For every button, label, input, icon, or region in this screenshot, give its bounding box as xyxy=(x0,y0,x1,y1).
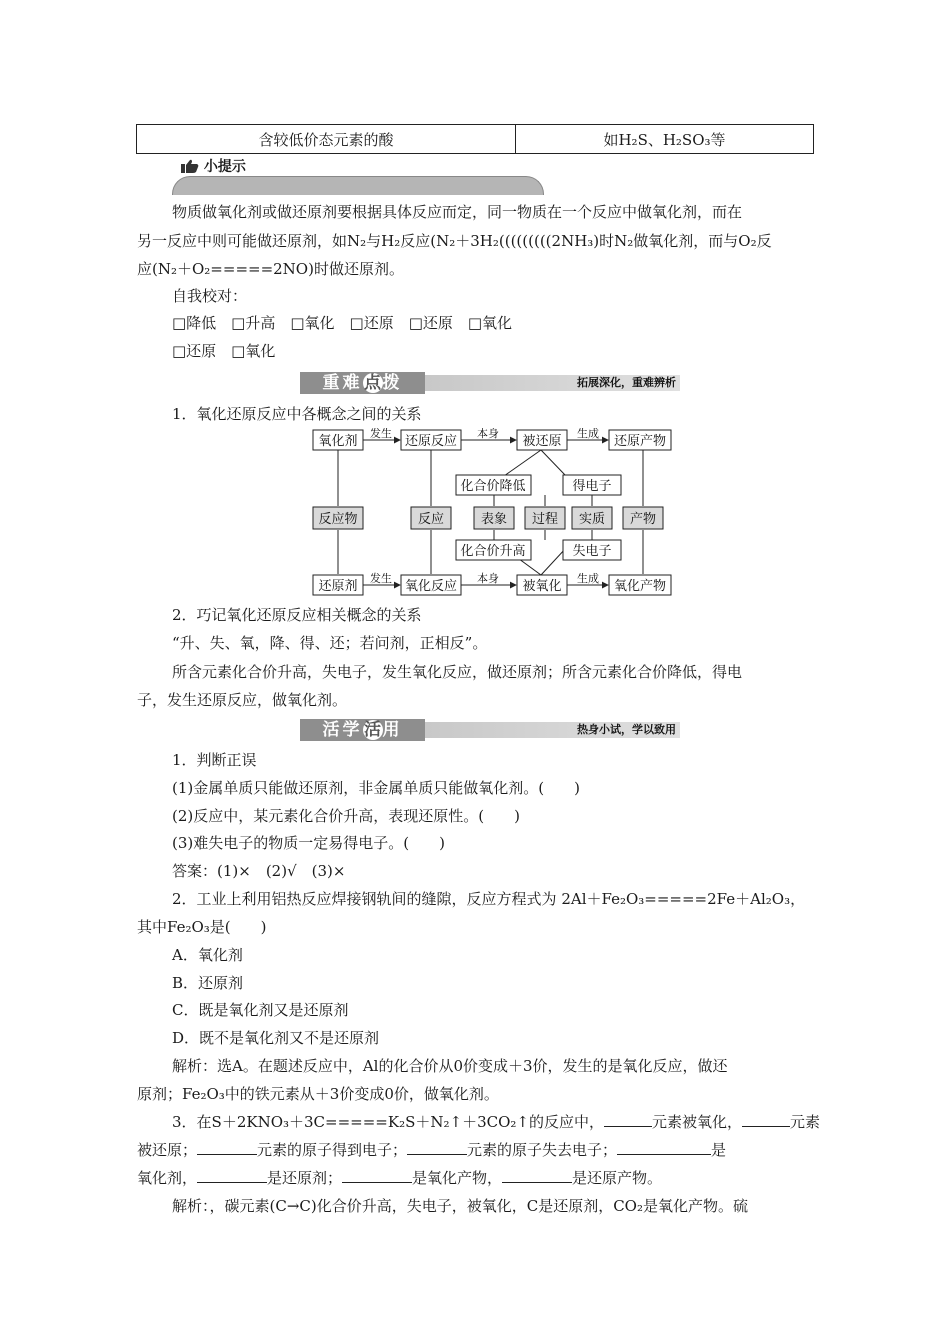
option-c: C．既是氧化剂又是还原剂 xyxy=(172,1001,349,1019)
table-cell-left: 含较低价态元素的酸 xyxy=(137,125,516,154)
tip-line: 另一反应中则可能做还原剂，如N₂与H₂反应(N₂＋3H₂(((((((((2NH₃)时N₂做氧化剂，而与O₂反 xyxy=(137,232,772,250)
question-item: (2)反应中，某元素化合价升高，表现还原性。( ) xyxy=(172,807,520,825)
explanation: 原剂；Fe₂O₃中的铁元素从＋3价变成0价，做氧化剂。 xyxy=(137,1085,499,1103)
question-stem: 其中Fe₂O₃是( ) xyxy=(137,918,267,936)
node-oxidant: 氧化剂 xyxy=(318,434,358,449)
arrow-label: 本身 xyxy=(477,572,499,585)
node-product: 产物 xyxy=(629,512,657,527)
arrow-label: 本身 xyxy=(477,428,499,440)
paragraph: 子，发生还原反应，做氧化剂。 xyxy=(137,691,348,709)
question-stem: 3．在S＋2KNO₃＋3C=====K₂S＋N₂↑＋3CO₂↑的反应中， 元素被氧化， 元素 xyxy=(172,1113,821,1131)
question-stem: 被还原； 元素的原子得到电子； 元素的原子失去电子； 是 xyxy=(137,1141,727,1159)
mnemonic: “升、失、氧，降、得、还；若问剂，正相反”。 xyxy=(172,634,488,652)
node-reduced: 被还原 xyxy=(522,434,562,449)
self-check-label: 自我校对： xyxy=(172,287,248,305)
arrow-label: 发生 xyxy=(370,572,392,585)
node-oxidized: 被氧化 xyxy=(522,579,562,594)
node-reactant: 反应物 xyxy=(318,512,358,527)
node-reduction-reaction: 还原反应 xyxy=(404,434,458,449)
node-essence: 实质 xyxy=(578,512,606,527)
answer-blank[interactable] xyxy=(502,1168,572,1183)
tip-line: 应(N₂＋O₂=====2NO)时做还原剂。 xyxy=(137,260,404,278)
section-heading: 1．氧化还原反应中各概念之间的关系 xyxy=(172,405,422,423)
node-oxidation-reaction: 氧化反应 xyxy=(404,579,458,594)
node-process: 过程 xyxy=(531,512,559,527)
banner-text: 活学 xyxy=(322,720,363,740)
node-valence-up: 化合价升高 xyxy=(460,544,526,559)
node-gain-electron: 得电子 xyxy=(572,479,612,494)
option-d: D．既不是氧化剂又不是还原剂 xyxy=(172,1029,380,1047)
banner-subtitle: 热身小试，学以致用 xyxy=(577,723,676,736)
node-oxidation-product: 氧化产物 xyxy=(613,579,667,594)
tip-title: 小提示 xyxy=(203,159,246,175)
answer-blank[interactable] xyxy=(617,1140,711,1155)
answer-blank[interactable] xyxy=(197,1168,267,1183)
tip-header xyxy=(181,156,246,176)
tip-divider xyxy=(172,176,544,195)
question-item: (1)金属单质只能做还原剂，非金属单质只能做氧化剂。( ) xyxy=(172,779,580,797)
arrow-label: 生成 xyxy=(577,428,599,440)
answer: 答案：(1)× (2)√ (3)× xyxy=(172,862,346,880)
question-stem: 氧化剂， 是还原剂； 是氧化产物， 是还原产物。 xyxy=(137,1169,663,1187)
section-banner xyxy=(300,372,680,394)
explanation: 解析：选A。在题述反应中，Al的化合价从0价变成＋3价，发生的是氧化反应，做还 xyxy=(172,1057,728,1075)
thumbs-up-icon xyxy=(181,159,199,173)
question-stem: 2．工业上利用铝热反应焊接钢轨间的缝隙，反应方程式为 2Al＋Fe₂O₃=====2Fe＋Al₂O₃， xyxy=(172,890,806,908)
banner-text: 拨 xyxy=(382,373,403,393)
banner-circle: 活 xyxy=(364,720,381,740)
answer-blank[interactable] xyxy=(604,1112,652,1127)
arrow-label: 发生 xyxy=(370,428,392,440)
arrow-label: 生成 xyxy=(577,572,599,585)
question-item: (3)难失电子的物质一定易得电子。( ) xyxy=(172,834,445,852)
node-reduction-product: 还原产物 xyxy=(613,434,667,449)
section-banner xyxy=(300,719,680,741)
answer-blank[interactable] xyxy=(197,1140,257,1155)
property-table xyxy=(136,124,814,154)
paragraph: 所含元素化合价升高，失电子，发生氧化反应，做还原剂；所含元素化合价降低，得电 xyxy=(172,663,743,681)
banner-subtitle: 拓展深化，重难辨析 xyxy=(577,376,676,389)
answer-blank[interactable] xyxy=(342,1168,412,1183)
section-heading: 2．巧记氧化还原反应相关概念的关系 xyxy=(172,606,422,624)
self-check-row: □降低 □升高 □氧化 □还原 □还原 □氧化 xyxy=(172,314,513,332)
answer-blank[interactable] xyxy=(407,1140,467,1155)
node-reductant: 还原剂 xyxy=(318,579,358,594)
table-cell-right: 如H₂S、H₂SO₃等 xyxy=(516,125,814,154)
node-appearance: 表象 xyxy=(480,512,508,527)
node-reaction: 反应 xyxy=(417,512,445,527)
self-check-row: □还原 □氧化 xyxy=(172,342,276,360)
answer-blank[interactable] xyxy=(742,1112,790,1127)
option-a: A．氧化剂 xyxy=(172,946,243,964)
explanation: 解析：，碳元素(C→C)化合价升高，失电子，被氧化，C是还原剂，CO₂是氧化产物。硫 xyxy=(172,1197,748,1215)
option-b: B．还原剂 xyxy=(172,974,244,992)
node-valence-down: 化合价降低 xyxy=(460,479,526,494)
banner-circle: 点 xyxy=(364,373,381,393)
banner-text: 重难 xyxy=(322,373,363,393)
tip-line: 物质做氧化剂或做还原剂要根据具体反应而定，同一物质在一个反应中做氧化剂，而在 xyxy=(172,203,743,221)
banner-text: 用 xyxy=(382,720,403,740)
question-heading: 1．判断正误 xyxy=(172,751,257,769)
concept-diagram xyxy=(308,428,673,600)
node-lose-electron: 失电子 xyxy=(572,544,612,559)
